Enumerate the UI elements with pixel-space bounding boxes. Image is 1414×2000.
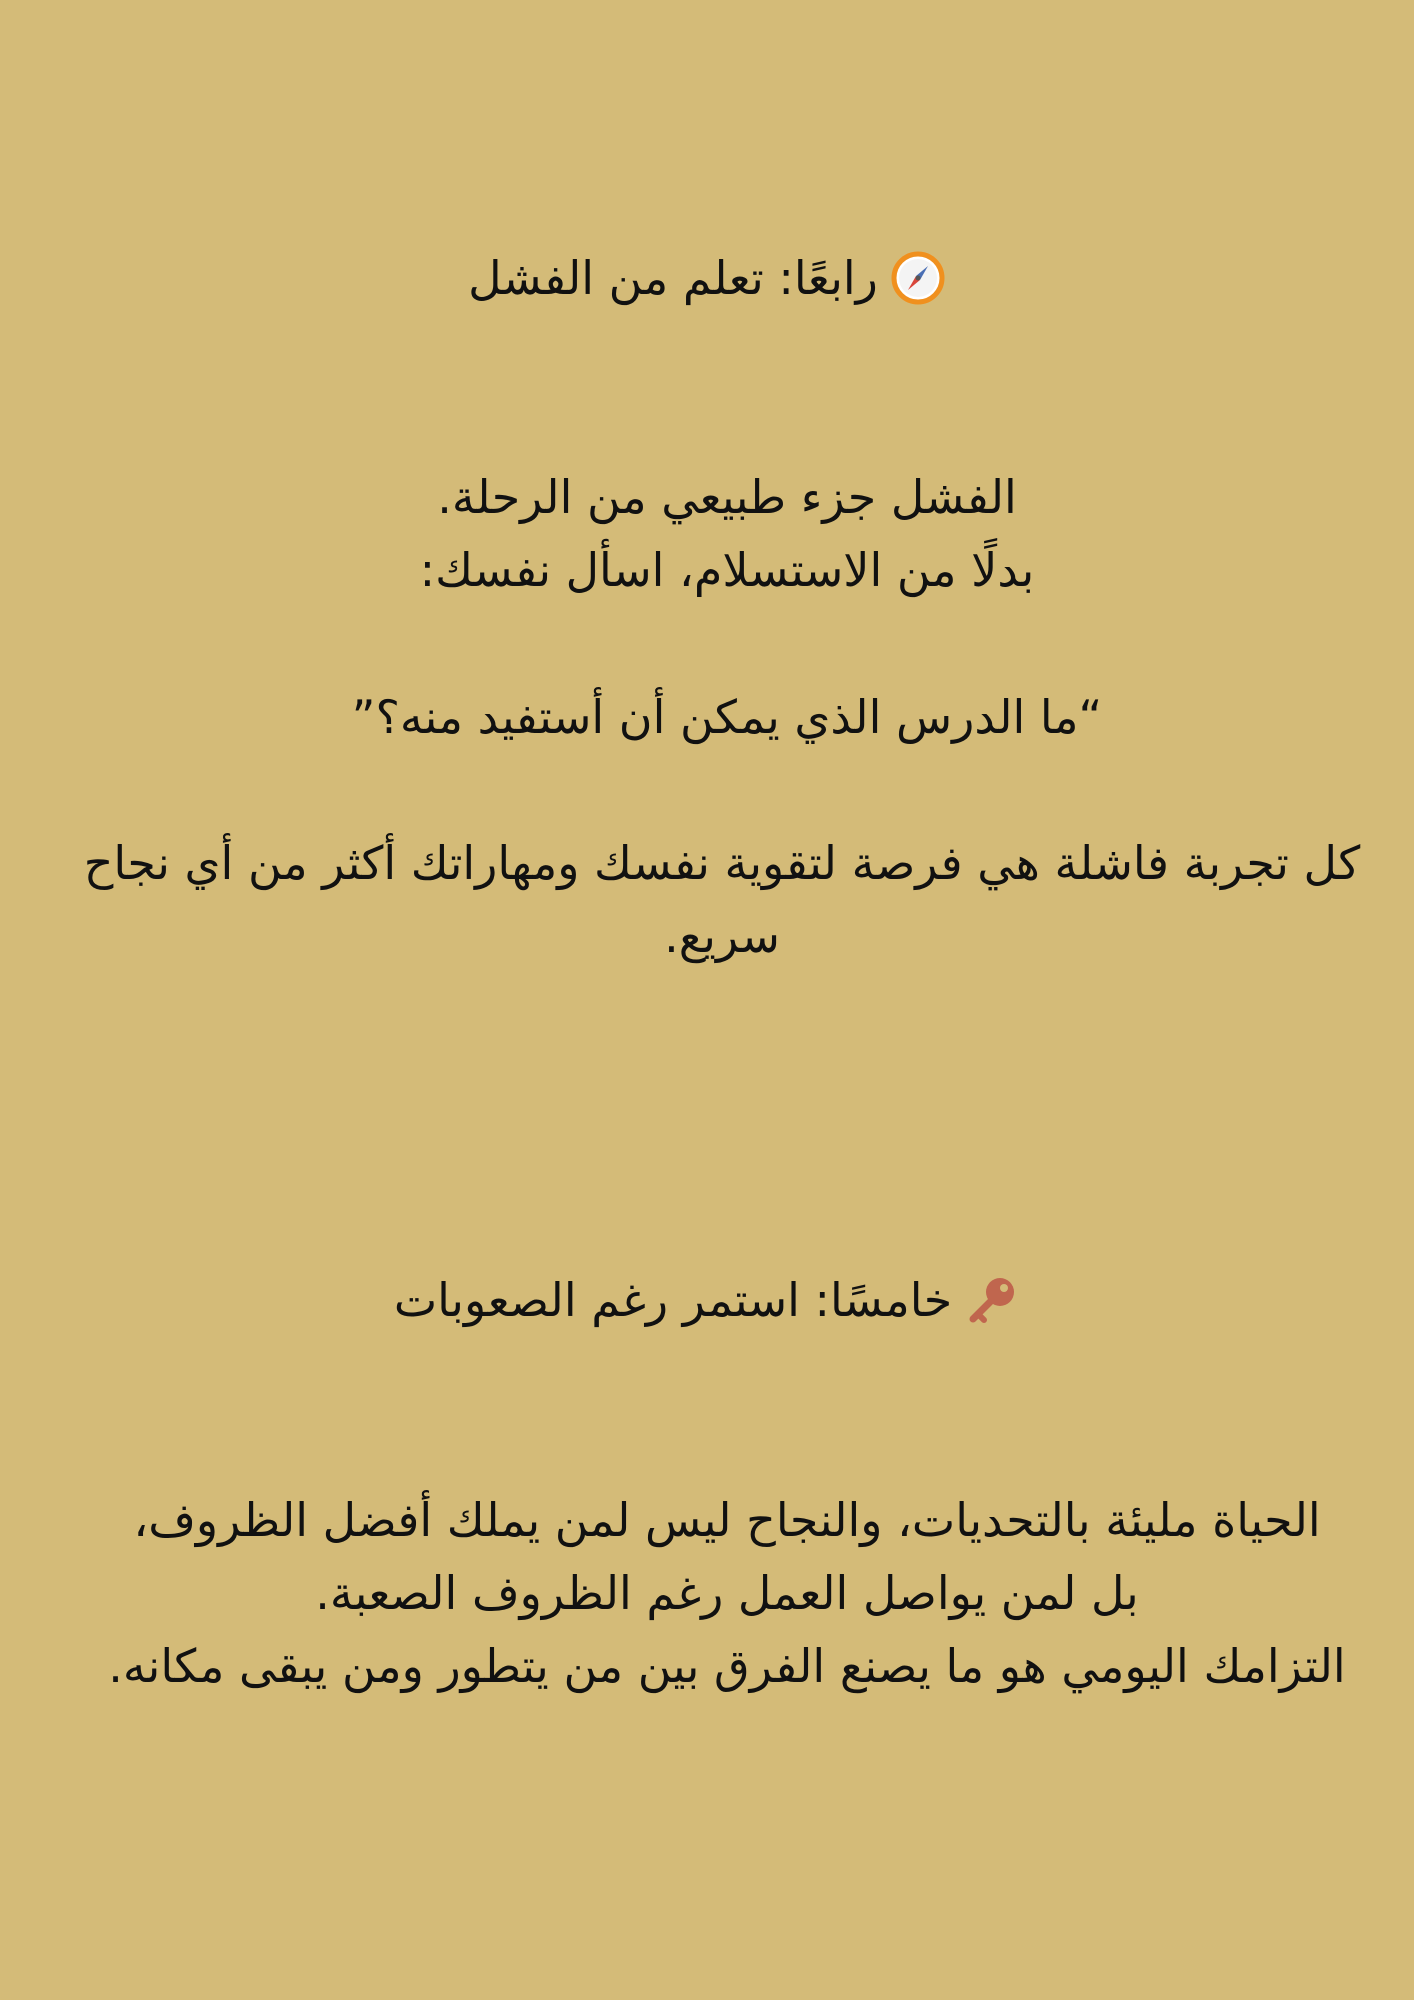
section-four-line-2: بدلًا من الاستسلام، اسأل نفسك:	[419, 543, 1035, 597]
section-five-line-1: الحياة مليئة بالتحديات، والنجاح ليس لمن يملك أفضل الظروف،	[133, 1493, 1321, 1547]
section-four-heading	[0, 248, 1414, 308]
section-four-quote-block	[40, 681, 1414, 754]
section-four-line-1: الفشل جزء طبيعي من الرحلة.	[437, 470, 1017, 524]
section-five-title: خامسًا: استمر رغم الصعوبات	[393, 1273, 953, 1327]
section-four-closing: كل تجربة فاشلة هي فرصة لتقوية نفسك ومهاراتك أكثر من أي نجاح سريع.	[83, 836, 1361, 963]
section-four-closing-block	[30, 827, 1414, 973]
section-four-intro	[40, 461, 1414, 607]
compass-icon	[890, 250, 946, 306]
section-five-heading	[0, 1270, 1414, 1330]
section-four-title: رابعًا: تعلم من الفشل	[468, 251, 878, 305]
section-four-quote: “ما الدرس الذي يمكن أن أستفيد منه؟”	[351, 690, 1103, 744]
section-five-line-3: التزامك اليومي هو ما يصنع الفرق بين من يتطور ومن يبقى مكانه.	[108, 1639, 1346, 1693]
key-icon	[964, 1272, 1020, 1328]
section-five-body	[40, 1484, 1414, 1703]
section-five-line-2: بل لمن يواصل العمل رغم الظروف الصعبة.	[315, 1566, 1139, 1620]
